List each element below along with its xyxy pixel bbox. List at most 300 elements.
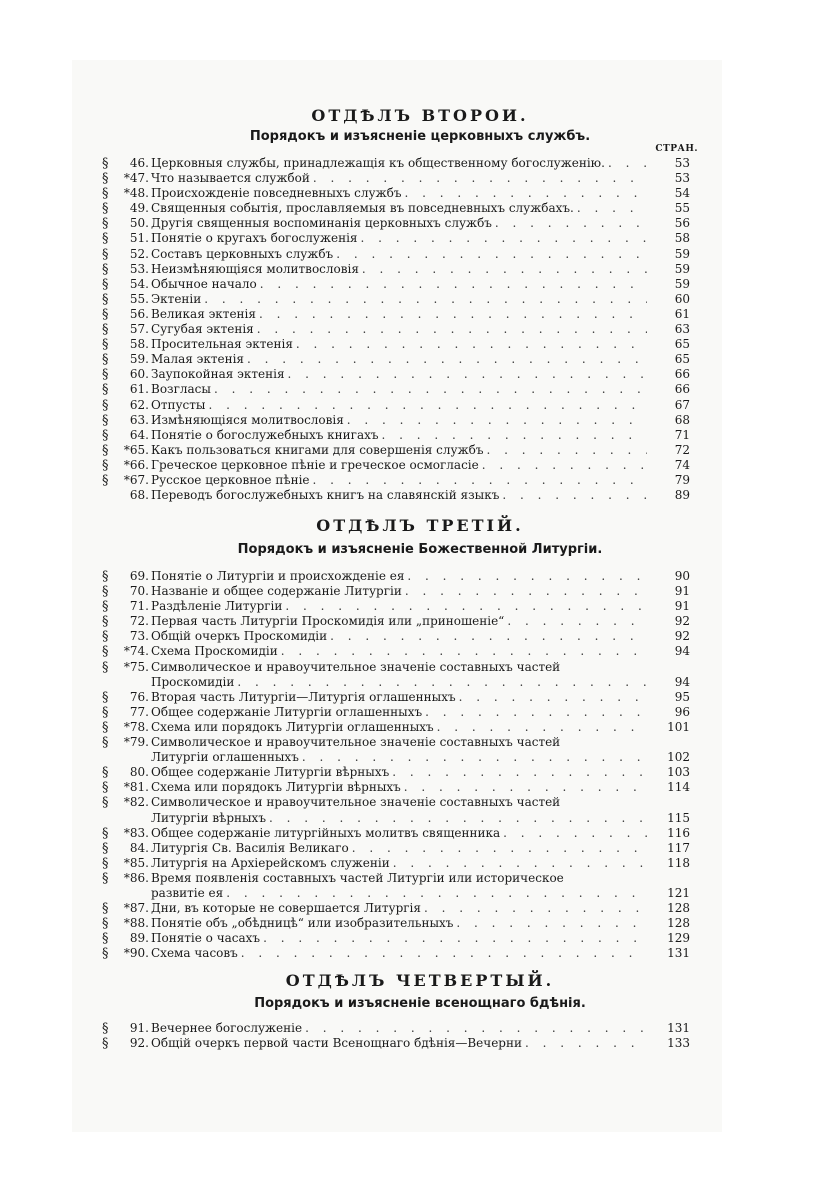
entry-text [151, 337, 647, 352]
entry-title: Общее содержаніе Литургіи оглашенныхъ [151, 704, 423, 719]
page-number: 55 [674, 201, 690, 216]
page-number: 102 [667, 750, 690, 765]
dot-leader [256, 307, 647, 322]
toc-entry [0, 458, 840, 473]
entry-title: Понятіе о богослужебныхъ книгахъ [151, 427, 379, 442]
page-number: 65 [674, 352, 690, 367]
entry-title: Раздѣленіе Литургіи [151, 599, 283, 614]
entry-title: Понятіе о кругахъ богослуженія [151, 231, 358, 246]
toc-entry [0, 398, 840, 413]
toc-entry [0, 231, 840, 246]
section-sign: § [102, 855, 109, 871]
toc-entry [0, 382, 840, 397]
entry-title: Схема или порядокъ Литургіи вѣрныхъ [151, 780, 401, 795]
entry-title: Вторая часть Литургіи—Литургія оглашенныхъ [151, 689, 456, 704]
section-3-list [0, 569, 840, 961]
entry-text [151, 584, 647, 599]
entry-text [151, 398, 647, 413]
entry-text [151, 231, 647, 246]
dot-leader [499, 488, 647, 503]
entry-text [151, 277, 647, 292]
entry-text [151, 307, 647, 322]
dot-leader [483, 443, 647, 458]
section-sign: § [102, 1036, 109, 1052]
section-sign: § [102, 246, 109, 262]
page-number: 58 [674, 231, 690, 246]
entry-title-line2: Проскомидіи [151, 674, 235, 689]
entry-number: 57. [129, 322, 149, 337]
section-4-subtitle: Порядокъ и изъясненіе всенощнаго бдѣнія. [254, 996, 586, 1011]
dot-leader [310, 171, 647, 186]
section-2-title: ОТДѢЛЪ ВТОРОИ. [311, 106, 529, 125]
entry-title: Церковныя службы, принадлежащія къ общественному богослуженію. [151, 156, 605, 170]
section-sign: § [102, 382, 109, 398]
section-sign: § [102, 644, 109, 660]
entry-title: Другія священныя воспоминанія церковныхъ службъ [151, 216, 492, 231]
toc-entry [0, 735, 840, 765]
toc-entry [0, 307, 840, 322]
dot-leader [434, 720, 647, 735]
entry-number: 51. [129, 231, 149, 246]
dot-leader [422, 705, 647, 720]
entry-text [151, 841, 647, 856]
entry-number: *88. [123, 916, 149, 931]
entry-text [151, 705, 647, 720]
section-sign: § [102, 201, 109, 217]
toc-entry [0, 795, 840, 825]
section-sign: § [102, 276, 109, 292]
dot-leader [266, 811, 647, 825]
toc-entry [0, 871, 840, 901]
entry-text [151, 488, 647, 503]
entry-number: *65. [123, 442, 149, 457]
entry-number: 76. [129, 689, 149, 704]
entry-number: 58. [129, 337, 149, 352]
toc-entry [0, 765, 840, 780]
page-number: 53 [674, 171, 690, 186]
page-number: 131 [667, 1021, 690, 1035]
entry-text [151, 735, 647, 765]
entry-title-line2: Литургіи вѣрныхъ [151, 810, 266, 825]
toc-entry [0, 443, 840, 458]
page-number: 53 [674, 156, 690, 170]
section-sign: § [102, 584, 109, 600]
page-number: 117 [667, 840, 690, 855]
page-number: 71 [674, 427, 690, 442]
page-column-header: СТРАН. [655, 144, 698, 154]
dot-leader [310, 473, 647, 488]
dot-leader [401, 780, 647, 795]
section-sign: § [102, 689, 109, 705]
page-number: 89 [674, 488, 690, 503]
entry-number: 80. [129, 765, 149, 780]
entry-text [151, 458, 647, 473]
entry-title: Понятіе о Литургіи и происхожденіе ея [151, 569, 405, 583]
entry-number: 72. [129, 614, 149, 629]
entry-number: 60. [129, 367, 149, 382]
entry-title-continued [151, 675, 647, 690]
page-number: 54 [674, 186, 690, 201]
dot-leader [327, 629, 647, 644]
page-number: 59 [674, 261, 690, 276]
entry-title: Переводъ богослужебныхъ книгъ на славянскій языкъ [151, 488, 500, 503]
page-number: 56 [674, 216, 690, 231]
section-sign: § [102, 614, 109, 630]
page-number: 92 [674, 614, 690, 629]
entry-title: Измѣняющіяся молитвословія [151, 412, 344, 427]
entry-title: Какъ пользоваться книгами для совершенія службъ [151, 442, 484, 457]
dot-leader [285, 367, 647, 382]
entry-title: Греческое церковное пѣніе и греческое осмогласіе [151, 457, 479, 472]
page-number: 68 [674, 412, 690, 427]
entry-number: *85. [123, 855, 149, 870]
entry-number: 84. [129, 840, 149, 855]
toc-entry [0, 247, 840, 262]
page-number: 90 [674, 569, 690, 583]
toc-entry [0, 1036, 840, 1051]
dot-leader [257, 277, 647, 292]
section-sign: § [102, 916, 109, 932]
section-3-subtitle: Порядокъ и изъясненіе Божественной Литургіи. [237, 542, 603, 557]
toc-entry [0, 367, 840, 382]
dot-leader [605, 156, 647, 171]
entry-text [151, 795, 647, 825]
entry-number: *66. [123, 457, 149, 472]
toc-entry [0, 156, 840, 171]
page-number: 133 [667, 1036, 690, 1051]
dot-leader [379, 428, 647, 443]
section-sign: § [102, 427, 109, 443]
page-number: 116 [667, 825, 690, 840]
entry-title: Общее содержаніе Литургіи вѣрныхъ [151, 765, 390, 780]
entry-text [151, 931, 647, 946]
section-sign: § [102, 704, 109, 720]
entry-text [151, 629, 647, 644]
entry-title: Неизмѣняющіяся молитвословія [151, 261, 359, 276]
section-sign: § [102, 261, 109, 277]
entry-title: Малая эктенія [151, 352, 244, 367]
entry-number: 49. [129, 201, 149, 216]
toc-entry [0, 705, 840, 720]
entry-text [151, 186, 647, 201]
entry-text [151, 382, 647, 397]
toc-entry [0, 413, 840, 428]
entry-title: Время появленія составныхъ частей Литургіи или историческое [151, 870, 564, 885]
entry-number: 70. [129, 584, 149, 599]
section-sign: § [102, 306, 109, 322]
entry-title-line2: развитіе ея [151, 885, 224, 900]
section-3-title: ОТДѢЛЪ ТРЕТІЙ. [316, 516, 524, 535]
dot-leader [211, 382, 647, 397]
page-number: 91 [674, 584, 690, 599]
entry-text [151, 1036, 647, 1051]
entry-number: *87. [123, 901, 149, 916]
section-sign: § [102, 825, 109, 841]
dot-leader [302, 1021, 647, 1036]
entry-text [151, 690, 647, 705]
entry-title: Что называется службой [151, 171, 310, 186]
section-sign: § [102, 412, 109, 428]
entry-title: Заупокойная эктенія [151, 367, 285, 382]
section-4-title: ОТДѢЛЪ ЧЕТВЕРТЫЙ. [285, 971, 555, 990]
entry-number: *78. [123, 719, 149, 734]
page-number: 128 [667, 901, 690, 916]
toc-entry [0, 946, 840, 961]
page-number: 129 [667, 931, 690, 946]
entry-number: *86. [123, 870, 149, 885]
entry-title: Понятіе объ „обѣдницѣ“ или изобразительныхъ [151, 916, 454, 931]
dot-leader [479, 458, 647, 473]
entry-text [151, 826, 647, 841]
entry-text [151, 292, 647, 307]
entry-text [151, 644, 647, 659]
page-number: 66 [674, 367, 690, 382]
entry-text [151, 352, 647, 367]
entry-title: Символическое и нравоучительное значеніе составныхъ частей [151, 659, 561, 674]
entry-number: 54. [129, 276, 149, 291]
page-number: 121 [667, 885, 690, 900]
section-sign: § [102, 795, 109, 811]
section-sign: § [102, 216, 109, 232]
entry-title: Дни, въ которые не совершается Литургія [151, 901, 421, 916]
section-sign: § [102, 457, 109, 473]
entry-text [151, 720, 647, 735]
entry-title: Общій очеркъ Проскомидіи [151, 629, 328, 644]
entry-number: *82. [123, 795, 149, 810]
page-number: 115 [667, 810, 690, 825]
page-number: 59 [674, 276, 690, 291]
entry-text [151, 413, 647, 428]
toc-entry [0, 901, 840, 916]
dot-leader [299, 750, 647, 764]
toc-entry [0, 322, 840, 337]
toc-entry [0, 856, 840, 871]
entry-title: Схема или порядокъ Литургіи оглашенныхъ [151, 719, 434, 734]
page-number: 66 [674, 382, 690, 397]
dot-leader [278, 644, 647, 659]
toc-entry [0, 216, 840, 231]
entry-title: Происхожденіе повседневныхъ службъ [151, 186, 402, 201]
entry-title: Понятіе о часахъ [151, 931, 261, 946]
entry-title: Литургія Св. Василія Великаго [151, 840, 349, 855]
entry-text [151, 946, 647, 961]
dot-leader [333, 247, 647, 262]
entry-title: Литургія на Архіерейскомъ служеніи [151, 855, 390, 870]
section-sign: § [102, 840, 109, 856]
dot-leader [574, 201, 647, 216]
toc-entry [0, 931, 840, 946]
entry-text [151, 780, 647, 795]
section-sign: § [102, 569, 109, 584]
section-sign: § [102, 870, 109, 886]
entry-title: Обычное начало [151, 276, 257, 291]
toc-entry [0, 186, 840, 201]
entry-number: 63. [129, 412, 149, 427]
dot-leader [260, 931, 647, 946]
entry-text [151, 247, 647, 262]
toc-entry [0, 352, 840, 367]
entry-number: 50. [129, 216, 149, 231]
entry-title: Общее содержаніе литургійныхъ молитвъ священника [151, 825, 501, 840]
entry-number: 69. [129, 569, 149, 583]
toc-entry [0, 660, 840, 690]
entry-title: Возгласы [151, 382, 211, 397]
entry-number: 91. [129, 1021, 149, 1035]
dot-leader [456, 690, 647, 705]
page-number: 60 [674, 291, 690, 306]
entry-number: 92. [129, 1036, 149, 1051]
entry-number: *81. [123, 780, 149, 795]
entry-title: Вечернее богослуженіе [151, 1021, 303, 1035]
entry-number: *47. [123, 171, 149, 186]
dot-leader [401, 186, 647, 201]
page-number: 114 [667, 780, 690, 795]
toc-entry [0, 171, 840, 186]
entry-title: Первая часть Литургіи Проскомидія или „приношеніе“ [151, 614, 505, 629]
entry-title: Великая эктенія [151, 306, 256, 321]
page-number: 128 [667, 916, 690, 931]
dot-leader [223, 886, 647, 900]
page-number: 67 [674, 397, 690, 412]
toc-entry [0, 262, 840, 277]
page-number: 63 [674, 322, 690, 337]
entry-title: Священныя событія, прославляемыя въ повседневныхъ службахъ. [151, 201, 574, 216]
entry-text [151, 367, 647, 382]
section-sign: § [102, 472, 109, 488]
page-number: 74 [674, 457, 690, 472]
section-sign: § [102, 352, 109, 368]
entry-number: 68. [129, 488, 149, 503]
entry-text [151, 171, 647, 186]
page-number: 72 [674, 442, 690, 457]
dot-leader [421, 901, 647, 916]
dot-leader [349, 841, 647, 856]
entry-title: Схема Проскомидіи [151, 644, 278, 659]
entry-number: 52. [129, 246, 149, 261]
section-sign: § [102, 1021, 109, 1036]
section-sign: § [102, 735, 109, 751]
dot-leader [244, 352, 647, 367]
section-sign: § [102, 780, 109, 796]
section-sign: § [102, 659, 109, 675]
page-number: 96 [674, 704, 690, 719]
entry-number: *74. [123, 644, 149, 659]
section-sign: § [102, 442, 109, 458]
toc-entry [0, 1021, 840, 1036]
section-sign: § [102, 931, 109, 947]
dot-leader [500, 826, 647, 841]
page-number: 79 [674, 472, 690, 487]
entry-text [151, 614, 647, 629]
entry-number: 64. [129, 427, 149, 442]
entry-text [151, 569, 647, 584]
dot-leader [504, 614, 647, 629]
entry-text [151, 1021, 647, 1036]
entry-number: 53. [129, 261, 149, 276]
page-number: 61 [674, 306, 690, 321]
page-number: 101 [667, 719, 690, 734]
toc-entry [0, 569, 840, 584]
entry-title: Отпусты [151, 397, 206, 412]
entry-number: *48. [123, 186, 149, 201]
entry-text [151, 473, 647, 488]
entry-number: 46. [129, 156, 149, 170]
toc-entry [0, 584, 840, 599]
dot-leader [389, 765, 647, 780]
entry-number: 89. [129, 931, 149, 946]
entry-text [151, 901, 647, 916]
toc-entry [0, 841, 840, 856]
entry-number: *90. [123, 946, 149, 961]
entry-text [151, 856, 647, 871]
section-sign: § [102, 599, 109, 615]
section-sign: § [102, 719, 109, 735]
dot-leader [404, 569, 647, 584]
section-4-list [0, 1021, 840, 1051]
page-number: 94 [674, 674, 690, 689]
entry-number: *67. [123, 472, 149, 487]
dot-leader [453, 916, 647, 931]
section-2-subtitle: Порядокъ и изъясненіе церковныхъ службъ. [249, 129, 591, 144]
entry-number: 56. [129, 306, 149, 321]
section-sign: § [102, 765, 109, 781]
entry-text [151, 322, 647, 337]
entry-title-continued [151, 886, 647, 901]
section-sign: § [102, 231, 109, 247]
dot-leader [390, 856, 647, 871]
entry-text [151, 765, 647, 780]
section-sign: § [102, 322, 109, 338]
entry-text [151, 201, 647, 216]
entry-text [151, 443, 647, 458]
entry-title: Просительная эктенія [151, 337, 293, 352]
dot-leader [293, 337, 647, 352]
section-2-list [0, 156, 840, 503]
page-number: 59 [674, 246, 690, 261]
toc-entry [0, 292, 840, 307]
entry-title-continued [151, 811, 647, 826]
page-number: 94 [674, 644, 690, 659]
entry-number: 59. [129, 352, 149, 367]
dot-leader [205, 398, 647, 413]
page-number: 91 [674, 599, 690, 614]
entry-title: Эктеніи [151, 291, 202, 306]
page-number: 103 [667, 765, 690, 780]
toc-entry [0, 337, 840, 352]
page-number: 131 [667, 946, 690, 961]
toc-entry [0, 473, 840, 488]
section-sign: § [102, 186, 109, 202]
entry-title: Русское церковное пѣніе [151, 472, 310, 487]
entry-text [151, 216, 647, 231]
page-number: 95 [674, 689, 690, 704]
page-number: 65 [674, 337, 690, 352]
entry-title-line2: Литургіи оглашенныхъ [151, 750, 299, 765]
entry-title: Символическое и нравоучительное значеніе составныхъ частей [151, 795, 561, 810]
entry-title: Составъ церковныхъ службъ [151, 246, 334, 261]
entry-text [151, 262, 647, 277]
toc-entry [0, 916, 840, 931]
entry-text [151, 916, 647, 931]
toc-entry [0, 277, 840, 292]
toc-entry [0, 780, 840, 795]
entry-title-continued [151, 750, 647, 765]
entry-number: 73. [129, 629, 149, 644]
toc-entry [0, 826, 840, 841]
entry-number: *79. [123, 735, 149, 750]
dot-leader [282, 599, 647, 614]
toc-entry [0, 201, 840, 216]
